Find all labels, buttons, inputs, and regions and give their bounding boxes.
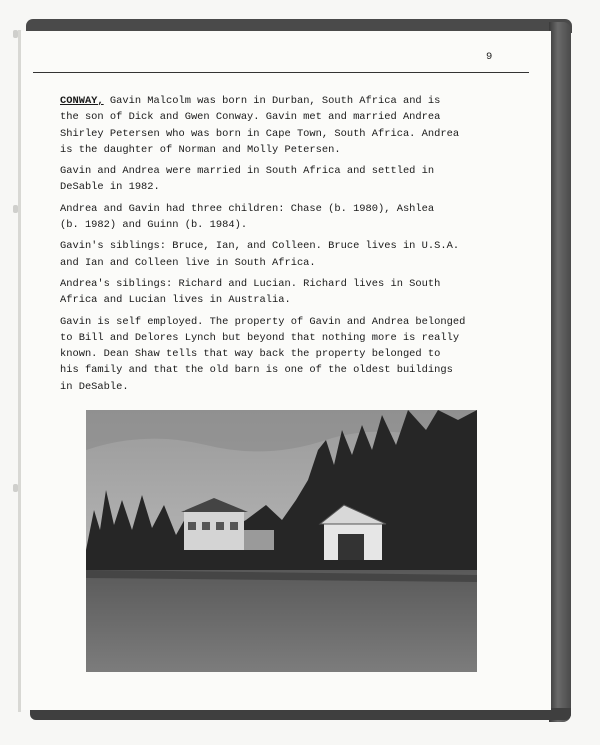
window xyxy=(230,522,238,530)
paragraph: Gavin is self employed. The property of Gavin and Andrea belonged to Bill and Delores Lynch but beyond that nothing more is really known. Dean Shaw tells that way back the property belonged to his family and that the old barn is one of the oldest buildings in DeSable. xyxy=(60,315,466,393)
surname: CONWAY, xyxy=(60,95,104,107)
paragraph xyxy=(60,93,500,158)
punch-hole xyxy=(13,484,18,492)
page-number: 9 xyxy=(486,51,493,63)
photo-illustration xyxy=(86,410,477,672)
window xyxy=(188,522,196,530)
punch-hole xyxy=(13,30,18,38)
paragraph: Andrea and Gavin had three children: Chase (b. 1980), Ashlea (b. 1982) and Guinn (b. 1984). xyxy=(60,202,435,232)
lawn xyxy=(86,570,477,672)
property-photo xyxy=(86,410,477,672)
entry-text xyxy=(60,93,500,400)
barn-door xyxy=(338,534,364,560)
punch-hole xyxy=(13,205,18,213)
window xyxy=(202,522,210,530)
binder-spine xyxy=(549,22,571,722)
paragraph: Gavin and Andrea were married in South Africa and settled in DeSable in 1982. xyxy=(60,165,435,194)
paragraph: Gavin's siblings: Bruce, Ian, and Colleen. Bruce lives in U.S.A. and Ian and Colleen live in South Africa. xyxy=(60,240,460,269)
header-rule xyxy=(33,72,529,73)
window xyxy=(216,522,224,530)
page-left-edge xyxy=(18,30,21,712)
house-wing xyxy=(244,530,274,550)
paragraph: Andrea's siblings: Richard and Lucian. Richard lives in South Africa and Lucian lives in Australia. xyxy=(60,277,441,307)
paragraph-text: Gavin Malcolm was born in Durban, South Africa and is the son of Dick and Gwen Conway. Gavin met and married Andrea Shirley Petersen who was born in Cape Town, South Africa. Andrea is the daughter of Norman and Molly Petersen. xyxy=(60,95,460,156)
